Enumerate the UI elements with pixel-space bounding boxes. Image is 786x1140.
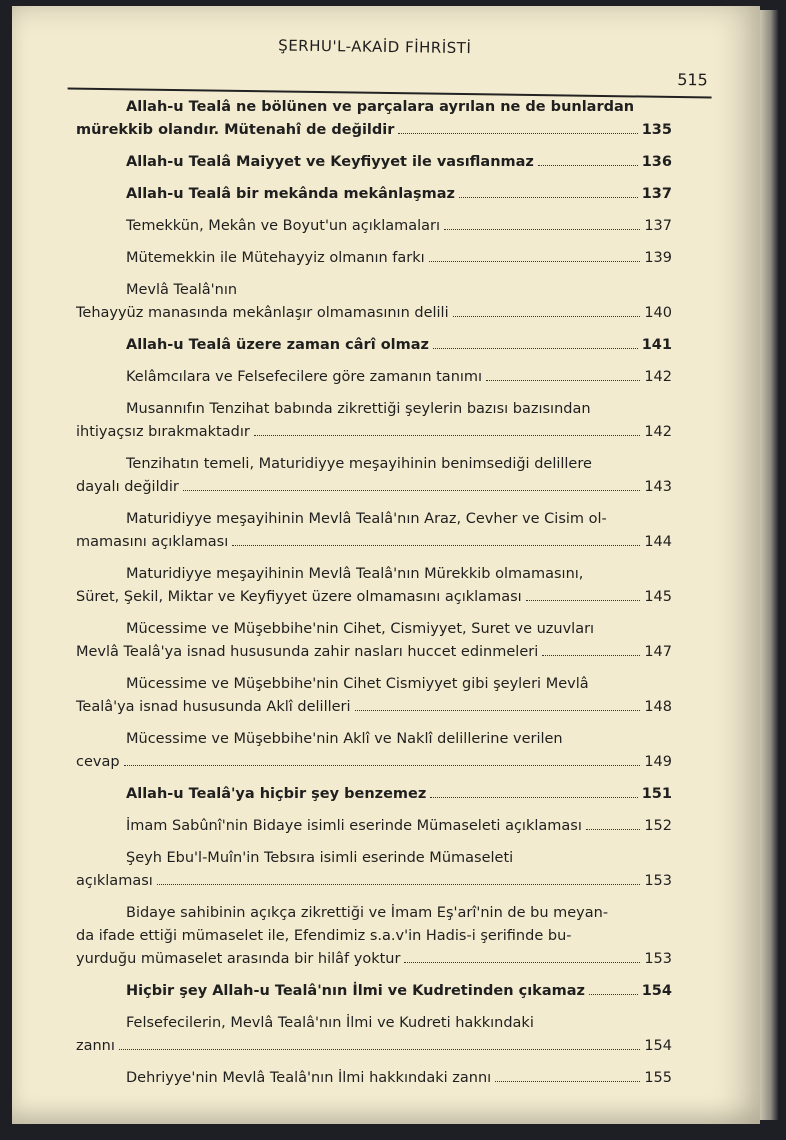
entry-text: Temekkün, Mekân ve Boyut'un açıklamaları [126,218,441,234]
entry-page-number: 151 [641,786,672,802]
dot-leader [254,421,640,436]
entry-page-number: 142 [644,424,672,440]
index-entry [76,96,672,142]
entry-line [76,453,672,476]
entry-text: Mevlâ Tealâ'nın [126,282,238,298]
index-entries [76,96,672,1099]
entry-text: Şeyh Ebu'l-Muîn'in Tebsıra isimli eserinde Mümaseleti [126,850,514,866]
dot-leader [586,815,640,830]
entry-text: açıklaması [76,873,153,889]
entry-text: Bidaye sahibinin açıkça zikrettiği ve İmam Eş'arî'nin de bu meyan- [126,905,609,921]
entry-page-number: 139 [644,250,672,266]
entry-page-number: 149 [644,754,672,770]
entry-line [76,215,672,238]
dot-leader [429,247,641,262]
index-entry [76,902,672,971]
entry-line [76,948,672,971]
entry-line [76,279,672,302]
index-entry [76,215,672,238]
entry-page-number: 147 [644,644,672,660]
entry-text: Allah-u Tealâ bir mekânda mekânlaşmaz [126,186,455,202]
dot-leader [183,476,641,491]
entry-line [76,508,672,531]
entry-line [76,476,672,499]
entry-page-number: 154 [641,983,672,999]
entry-text: dayalı değildir [76,479,179,495]
entry-page-number: 154 [644,1038,672,1054]
entry-text: da ifade ettiği mümaselet ile, Efendimiz s.a.v'in Hadis-i şerifinde bu- [76,928,572,944]
index-entry [76,398,672,444]
entry-line [76,421,672,444]
entry-line [76,586,672,609]
page-header [68,30,713,99]
entry-line [76,847,672,870]
index-entry [76,563,672,609]
entry-page-number: 145 [644,589,672,605]
entry-text: Hiçbir şey Allah-u Tealâ'nın İlmi ve Kudretinden çıkamaz [126,983,585,999]
entry-text: Mütemekkin ile Mütehayyiz olmanın farkı [126,250,425,266]
entry-text: Tehayyüz manasında mekânlaşır olmamasının delili [76,305,449,321]
entry-page-number: 153 [644,951,672,967]
entry-text: Mücessime ve Müşebbihe'nin Aklî ve Naklî delillerine verilen [126,731,563,747]
dot-leader [404,948,640,963]
dot-leader [486,366,640,381]
entry-text: ihtiyaçsız bırakmaktadır [76,424,250,440]
entry-line [76,531,672,554]
entry-line [76,247,672,270]
dot-leader [444,215,640,230]
entry-line [76,1035,672,1058]
entry-line [76,618,672,641]
entry-page-number: 153 [644,873,672,889]
entry-line [76,815,672,838]
book-edge [760,10,778,1120]
dot-leader [538,151,638,166]
entry-page-number: 142 [644,369,672,385]
entry-page-number: 143 [644,479,672,495]
entry-text: Felsefecilerin, Mevlâ Tealâ'nın İlmi ve Kudreti hakkındaki [126,1015,534,1031]
dot-leader [124,751,641,766]
dot-leader [232,531,640,546]
entry-page-number: 137 [644,218,672,234]
entry-line [76,870,672,893]
dot-leader [119,1035,640,1050]
index-entry [76,980,672,1003]
entry-line [76,302,672,325]
entry-line [76,151,672,174]
entry-text: Allah-u Tealâ ne bölünen ve parçalara ayrılan ne de bunlardan [126,99,635,115]
entry-line [76,751,672,774]
index-entry [76,1012,672,1058]
entry-page-number: 148 [644,699,672,715]
index-entry [76,508,672,554]
entry-text: zannı [76,1038,115,1054]
entry-page-number: 152 [644,818,672,834]
index-entry [76,334,672,357]
entry-text: İmam Sabûnî'nin Bidaye isimli eserinde Mümaseleti açıklaması [126,818,582,834]
book-page [12,6,760,1124]
dot-leader [355,696,641,711]
entry-text: Süret, Şekil, Miktar ve Keyfiyyet üzere olmamasını açıklaması [76,589,522,605]
entry-text: Mücessime ve Müşebbihe'nin Cihet Cismiyyet gibi şeyleri Mevlâ [126,676,589,692]
entry-text: Kelâmcılara ve Felsefecilere göre zamanın tanımı [126,369,483,385]
entry-text: Allah-u Tealâ üzere zaman cârî olmaz [126,337,429,353]
entry-text: Tenzihatın temeli, Maturidiyye meşayihinin benimsediği delillere [126,456,592,472]
entry-text: cevap [76,754,120,770]
page-number: 515 [677,70,708,90]
entry-page-number: 144 [644,534,672,550]
entry-page-number: 136 [641,154,672,170]
index-entry [76,815,672,838]
entry-line [76,673,672,696]
entry-line [76,563,672,586]
index-entry [76,673,672,719]
index-entry [76,453,672,499]
dot-leader [430,783,637,798]
index-entry [76,279,672,325]
dot-leader [157,870,641,885]
entry-page-number: 141 [641,337,672,353]
index-entry [76,783,672,806]
dot-leader [542,641,640,656]
entry-line [76,96,672,119]
entry-page-number: 137 [641,186,672,202]
entry-line [76,696,672,719]
dot-leader [433,334,638,349]
entry-text: Mücessime ve Müşebbihe'nin Cihet, Cismiyyet, Suret ve uzuvları [126,621,595,637]
entry-text: Tealâ'ya isnad hususunda Aklî delilleri [76,699,351,715]
index-entry [76,618,672,664]
entry-line [76,183,672,206]
entry-text: yurduğu mümaselet arasında bir hilâf yoktur [76,951,401,967]
entry-line [76,980,672,1003]
dot-leader [495,1067,640,1082]
index-entry [76,247,672,270]
entry-line [76,902,672,925]
index-entry [76,847,672,893]
index-entry [76,728,672,774]
dot-leader [589,980,638,995]
index-entry [76,151,672,174]
entry-line [76,783,672,806]
entry-line [76,366,672,389]
entry-text: Dehriyye'nin Mevlâ Tealâ'nın İlmi hakkındaki zannı [126,1070,492,1086]
dot-leader [398,119,637,134]
entry-page-number: 140 [644,305,672,321]
entry-line [76,1012,672,1035]
entry-text: Musannıfın Tenzihat babında zikrettiği şeylerin bazısı bazısından [126,401,591,417]
entry-line [76,641,672,664]
entry-line [76,119,672,142]
dot-leader [459,183,638,198]
entry-text: mamasını açıklaması [76,534,229,550]
dot-leader [526,586,641,601]
entry-page-number: 155 [644,1070,672,1086]
entry-line [76,398,672,421]
entry-line [76,1067,672,1090]
entry-text: Allah-u Tealâ Maiyyet ve Keyfiyyet ile vasıflanmaz [126,154,534,170]
running-title: ŞERHU'L-AKAİD FİHRİSTİ [278,36,472,58]
entry-text: Allah-u Tealâ'ya hiçbir şey benzemez [126,786,427,802]
dot-leader [453,302,641,317]
index-entry [76,1067,672,1090]
index-entry [76,183,672,206]
entry-text: Maturidiyye meşayihinin Mevlâ Tealâ'nın Araz, Cevher ve Cisim ol- [126,511,607,527]
entry-line [76,334,672,357]
entry-line [76,728,672,751]
entry-text: mürekkib olandır. Mütenahî de değildir [76,122,395,138]
index-entry [76,366,672,389]
entry-page-number: 135 [641,122,672,138]
entry-line [76,925,672,948]
entry-text: Mevlâ Tealâ'ya isnad hususunda zahir nasları huccet edinmeleri [76,644,539,660]
entry-text: Maturidiyye meşayihinin Mevlâ Tealâ'nın Mürekkib olmamasını, [126,566,584,582]
